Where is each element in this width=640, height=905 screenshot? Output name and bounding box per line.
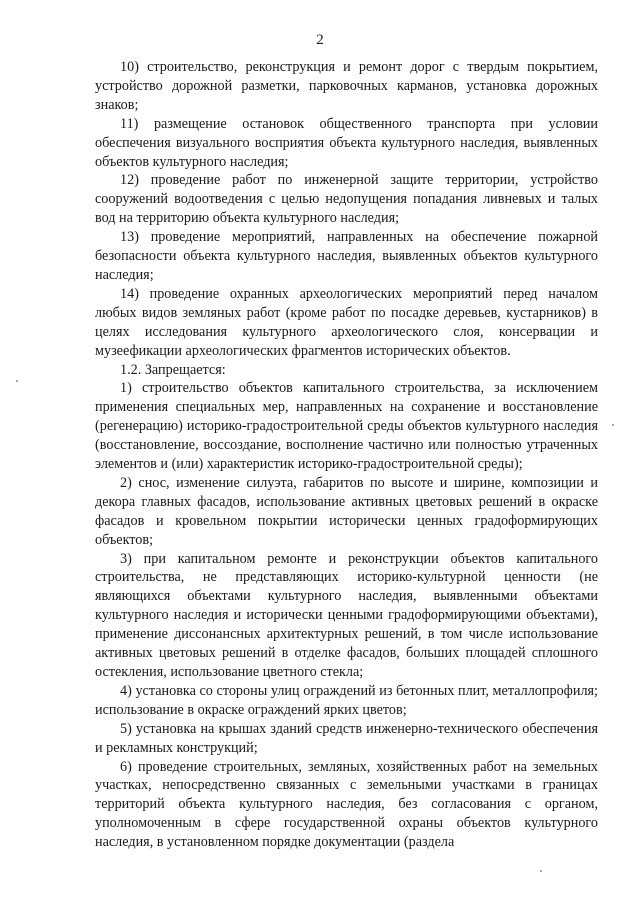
prohibited-item-2: 2) снос, изменение силуэта, габаритов по высоте и ширине, композиции и декора главных фасадов, использование активных цветовых решений в окраске фасадов и кровельном покрытии исторически ценных градоформирующих объектов; [95, 474, 598, 548]
paragraph-item-13: 13) проведение мероприятий, направленных на обеспечение пожарной безопасности объекта культурного наследия, выявленных объектов культурного наследия; [95, 229, 598, 283]
page-number: 2 [316, 32, 324, 48]
scan-speck [612, 424, 614, 426]
prohibited-item-6: 6) проведение строительных, земляных, хозяйственных работ на земельных участках, непосредственно связанных с земельными участками в границах территорий объекта культурного наследия, без согласования с органом, уполномоченным в сфере государственной охраны объектов культурного наследия, в установленном порядке документации (раздела [95, 758, 598, 851]
paragraph-item-12: 12) проведение работ по инженерной защите территории, устройство сооружений водоотведения с целью недопущения попадания ливневых и талых вод на территорию объекта культурного наследия; [95, 172, 598, 227]
prohibited-item-1: 1) строительство объектов капитального строительства, за исключением применения специальных мер, направленных на сохранение и восстановление (регенерацию) историко-градостроительной среды объектов культурного наследия (восстановление, воссоздание, восполнение частично или полностью утраченных элементов и (или) характеристик историко-градостроительной среды); [95, 380, 598, 473]
document-body [95, 58, 598, 852]
paragraph-item-11: 11) размещение остановок общественного транспорта при условии обеспечения визуального восприятия объекта культурного наследия, выявленных объектов культурного наследия; [95, 115, 598, 170]
section-heading-1-2: 1.2. Запрещается: [120, 361, 226, 378]
paragraph-item-10: 10) строительство, реконструкция и ремонт дорог с твердым покрытием, устройство дорожной разметки, парковочных карманов, установка дорожных знаков; [95, 59, 598, 113]
paragraph-item-14: 14) проведение охранных археологических мероприятий перед началом любых видов земляных работ (кроме работ по посадке деревьев, кустарников) в целях исследования культурного археологического слоя, консервации и музеефикации археологических фрагментов исторических объектов. [95, 285, 598, 359]
prohibited-item-3: 3) при капитальном ремонте и реконструкции объектов капитального строительства, не представляющих историко-культурной ценности (не являющихся объектами культурного наследия, выявленными объектами культурного наследия и исторически ценными градоформирующими объектами), применение диссонансных архитектурных решений, в том числе использование активных цветовых решений в отделке фасадов, больших площадей сплошного остекления, использование цветного стекла; [95, 550, 598, 680]
prohibited-item-4: 4) установка со стороны улиц ограждений из бетонных плит, металлопрофиля; использование в окраске ограждений ярких цветов; [95, 682, 598, 718]
scan-speck [540, 870, 542, 872]
scan-speck [16, 380, 18, 382]
prohibited-item-5: 5) установка на крышах зданий средств инженерно-технического обеспечения и рекламных конструкций; [95, 720, 598, 756]
